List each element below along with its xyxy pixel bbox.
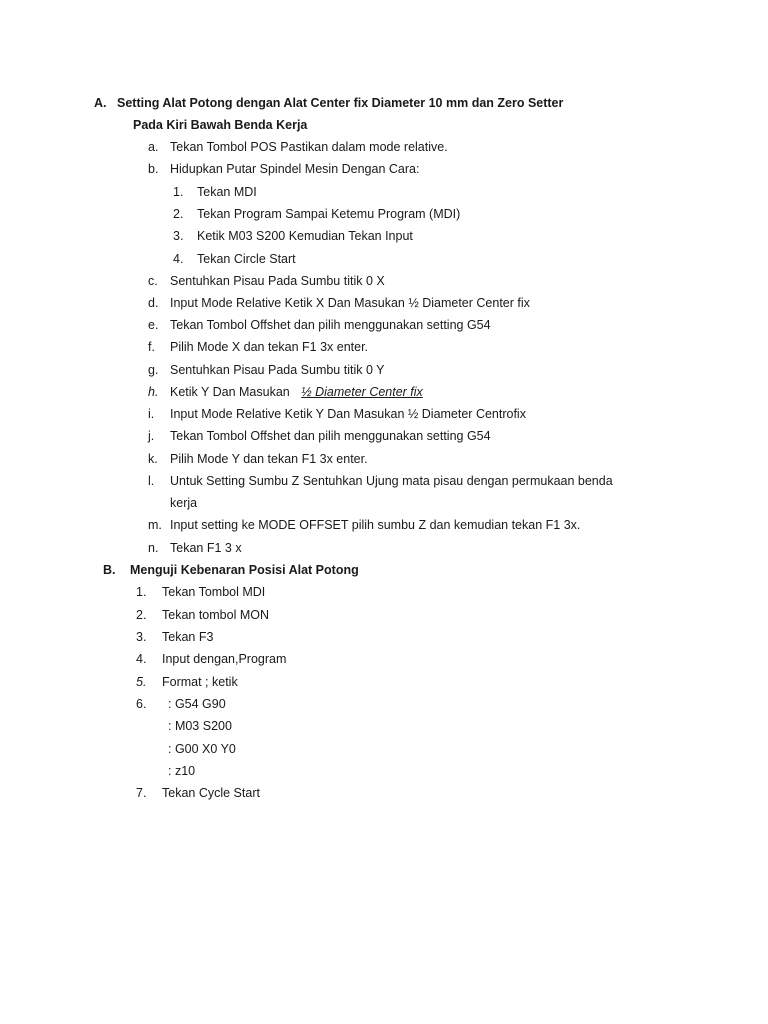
list-text: Format ; ketik [162,675,238,689]
list-marker: 7. [136,786,147,800]
list-item-e [148,318,491,333]
code-line: : M03 S200 [168,719,232,733]
step-2 [136,608,269,623]
list-item-a [148,140,448,155]
list-marker: 5. [136,675,147,689]
list-text: Sentuhkan Pisau Pada Sumbu titik 0 Y [170,363,385,377]
list-text: Input setting ke MODE OFFSET pilih sumbu Z dan kemudian tekan F1 3x. [170,518,581,532]
list-marker: l. [148,474,155,488]
list-marker: m. [148,518,162,532]
list-item-d [148,296,530,311]
list-marker: a. [148,140,159,154]
emphasis-text: ½ Diameter Center fix [301,385,423,399]
section-b-title: Menguji Kebenaran Posisi Alat Potong [130,563,359,577]
list-text: Hidupkan Putar Spindel Mesin Dengan Cara: [170,162,420,176]
list-text: Tekan F3 [162,630,214,644]
list-item-f [148,340,368,355]
list-item-g [148,363,385,378]
step-1 [136,585,265,600]
list-item-n [148,541,242,556]
list-item-j [148,429,491,444]
list-marker: 4. [173,252,184,266]
list-marker: 1. [136,585,147,599]
section-a-marker: A. [94,96,107,110]
code-line: : G54 G90 [168,697,226,711]
list-item-i [148,407,526,422]
list-item-k [148,452,368,467]
step-4 [136,652,286,667]
list-text: Pilih Mode Y dan tekan F1 3x enter. [170,452,368,466]
list-marker: n. [148,541,159,555]
list-marker: 6. [136,697,147,711]
sub-item-4 [173,252,296,267]
sub-item-3 [173,229,413,244]
step-3 [136,630,213,645]
list-marker: 3. [136,630,147,644]
list-item-m [148,518,580,533]
list-text: Tekan Program Sampai Ketemu Program (MDI) [197,207,461,221]
list-text: Ketik M03 S200 Kemudian Tekan Input [197,229,413,243]
list-text: Tekan Tombol MDI [162,585,266,599]
list-text: Untuk Setting Sumbu Z Sentuhkan Ujung mata pisau dengan permukaan benda [170,474,613,488]
list-marker: k. [148,452,158,466]
list-marker: 4. [136,652,147,666]
list-text: Tekan Cycle Start [162,786,260,800]
list-text: Input dengan,Program [162,652,287,666]
list-marker: d. [148,296,159,310]
step-6 [136,697,226,712]
list-marker: f. [148,340,155,354]
code-line: : z10 [168,764,196,778]
list-text: Tekan MDI [197,185,257,199]
list-marker: h. [148,385,159,399]
list-item-h [148,385,423,400]
list-marker: 2. [173,207,184,221]
list-item-b [148,162,419,177]
list-marker: 2. [136,608,147,622]
sub-item-2 [173,207,460,222]
list-marker: e. [148,318,159,332]
list-marker: i. [148,407,155,421]
list-text: Tekan Tombol POS Pastikan dalam mode relative. [170,140,448,154]
code-line: : G00 X0 Y0 [168,742,236,756]
step-5 [136,675,238,690]
list-text: Input Mode Relative Ketik X Dan Masukan ½ Diameter Center fix [170,296,530,310]
list-item-c [148,274,385,289]
list-item-l [148,474,613,489]
list-text: Sentuhkan Pisau Pada Sumbu titik 0 X [170,274,385,288]
section-b-marker: B. [103,563,116,577]
list-marker: 3. [173,229,184,243]
step-7 [136,786,260,801]
list-marker: b. [148,162,159,176]
list-text: Ketik Y Dan Masukan [170,385,290,399]
list-item-l-continuation: kerja [170,496,198,510]
list-text: Pilih Mode X dan tekan F1 3x enter. [170,340,369,354]
list-text: Tekan Circle Start [197,252,296,266]
section-a-title-line1: Setting Alat Potong dengan Alat Center fix Diameter 10 mm dan Zero Setter [117,96,564,110]
list-text: Tekan tombol MON [162,608,269,622]
list-text: Input Mode Relative Ketik Y Dan Masukan ½ Diameter Centrofix [170,407,526,421]
list-marker: j. [148,429,155,443]
list-text: Tekan F1 3 x [170,541,242,555]
list-marker: c. [148,274,158,288]
list-text: Tekan Tombol Offshet dan pilih menggunakan setting G54 [170,429,491,443]
sub-item-1 [173,185,257,200]
list-text: Tekan Tombol Offshet dan pilih menggunakan setting G54 [170,318,491,332]
list-marker: 1. [173,185,184,199]
list-marker: g. [148,363,159,377]
section-a-title-line2: Pada Kiri Bawah Benda Kerja [133,118,308,132]
